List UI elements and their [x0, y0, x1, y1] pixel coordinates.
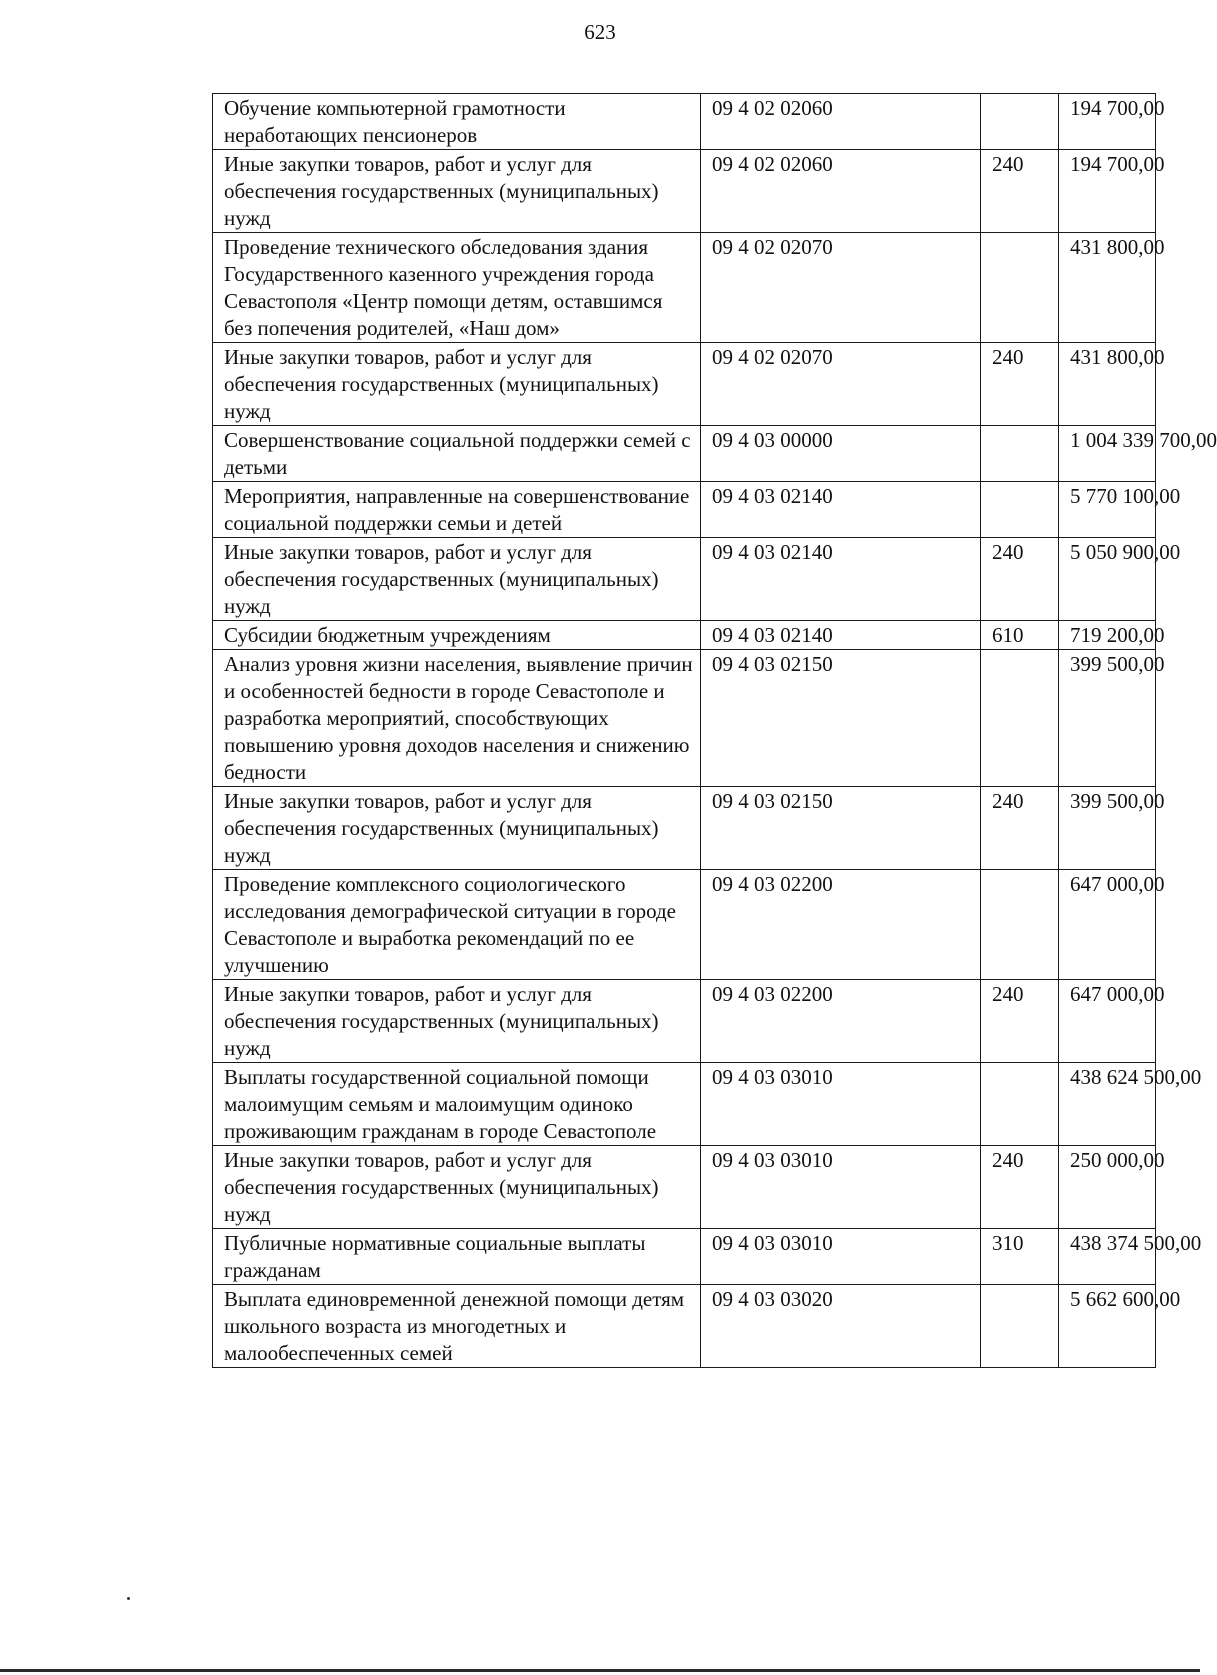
row-code-cell: 09 4 03 02140	[701, 621, 981, 650]
row-type-cell	[981, 482, 1059, 538]
row-name-cell: Иные закупки товаров, работ и услуг для обеспечения государственных (муниципальных) нужд	[213, 787, 701, 870]
row-name-cell: Субсидии бюджетным учреждениям	[213, 621, 701, 650]
row-amount-cell: 438 374 500,00	[1059, 1229, 1156, 1285]
table-row	[213, 150, 1156, 233]
table-row	[213, 482, 1156, 538]
row-code-cell: 09 4 02 02070	[701, 233, 981, 343]
row-type-cell	[981, 1063, 1059, 1146]
table-row	[213, 1229, 1156, 1285]
row-code-cell: 09 4 03 02140	[701, 538, 981, 621]
row-code-cell: 09 4 03 03010	[701, 1146, 981, 1229]
row-amount-cell: 1 004 339 700,00	[1059, 426, 1156, 482]
row-name-cell: Мероприятия, направленные на совершенствование социальной поддержки семьи и детей	[213, 482, 701, 538]
budget-table-body	[213, 94, 1217, 1368]
row-amount-cell: 431 800,00	[1059, 233, 1156, 343]
row-name-cell: Совершенствование социальной поддержки семей с детьми	[213, 426, 701, 482]
row-name-cell: Проведение комплексного социологического исследования демографической ситуации в городе Севастополе и выработка рекомендаций по ее улучшению	[213, 870, 701, 980]
row-type-cell	[981, 94, 1059, 150]
table-row	[213, 233, 1156, 343]
row-name-cell: Анализ уровня жизни населения, выявление причин и особенностей бедности в городе Севастополе и разработка мероприятий, способствующих повышению уровня доходов населения и снижению бедности	[213, 650, 701, 787]
table-row	[213, 787, 1156, 870]
row-type-cell: 240	[981, 980, 1059, 1063]
row-code-cell: 09 4 03 02150	[701, 787, 981, 870]
row-amount-cell: 647 000,00	[1059, 870, 1156, 980]
row-amount-cell: 194 700,00	[1059, 150, 1156, 233]
row-amount-cell: 647 000,00	[1059, 980, 1156, 1063]
row-code-cell: 09 4 03 02200	[701, 870, 981, 980]
table-row	[213, 538, 1156, 621]
table-row	[213, 343, 1156, 426]
row-code-cell: 09 4 02 02060	[701, 94, 981, 150]
row-code-cell: 09 4 03 03020	[701, 1285, 981, 1368]
table-row	[213, 980, 1156, 1063]
row-name-cell: Иные закупки товаров, работ и услуг для обеспечения государственных (муниципальных) нужд	[213, 538, 701, 621]
row-code-cell: 09 4 03 03010	[701, 1063, 981, 1146]
row-type-cell: 240	[981, 787, 1059, 870]
row-amount-cell: 438 624 500,00	[1059, 1063, 1156, 1146]
row-amount-cell: 194 700,00	[1059, 94, 1156, 150]
row-name-cell: Иные закупки товаров, работ и услуг для обеспечения государственных (муниципальных) нужд	[213, 980, 701, 1063]
row-amount-cell: 431 800,00	[1059, 343, 1156, 426]
row-type-cell: 240	[981, 538, 1059, 621]
scan-bottom-edge	[0, 1669, 1200, 1672]
table-row	[213, 94, 1156, 150]
table-row	[213, 870, 1156, 980]
row-name-cell: Обучение компьютерной грамотности неработающих пенсионеров	[213, 94, 701, 150]
row-name-cell: Публичные нормативные социальные выплаты гражданам	[213, 1229, 701, 1285]
row-type-cell	[981, 1285, 1059, 1368]
row-code-cell: 09 4 03 02150	[701, 650, 981, 787]
row-type-cell: 610	[981, 621, 1059, 650]
row-code-cell: 09 4 03 02140	[701, 482, 981, 538]
row-type-cell	[981, 650, 1059, 787]
row-amount-cell: 399 500,00	[1059, 787, 1156, 870]
table-row	[213, 1063, 1156, 1146]
row-type-cell	[981, 870, 1059, 980]
table-row	[213, 426, 1156, 482]
row-code-cell: 09 4 03 02200	[701, 980, 981, 1063]
scan-speck	[127, 1597, 130, 1600]
row-name-cell: Иные закупки товаров, работ и услуг для обеспечения государственных (муниципальных) нужд	[213, 150, 701, 233]
row-type-cell	[981, 426, 1059, 482]
row-name-cell: Иные закупки товаров, работ и услуг для обеспечения государственных (муниципальных) нужд	[213, 343, 701, 426]
row-name-cell: Выплата единовременной денежной помощи детям школьного возраста из многодетных и малообеспеченных семей	[213, 1285, 701, 1368]
budget-table	[212, 93, 1217, 1368]
row-amount-cell: 5 050 900,00	[1059, 538, 1156, 621]
row-type-cell	[981, 233, 1059, 343]
row-name-cell: Проведение технического обследования здания Государственного казенного учреждения города Севастополя «Центр помощи детям, оставшимся без попечения родителей, «Наш дом»	[213, 233, 701, 343]
table-row	[213, 1146, 1156, 1229]
table-row	[213, 650, 1156, 787]
row-amount-cell: 399 500,00	[1059, 650, 1156, 787]
row-amount-cell: 250 000,00	[1059, 1146, 1156, 1229]
row-code-cell: 09 4 02 02070	[701, 343, 981, 426]
page-number: 623	[584, 20, 616, 44]
row-code-cell: 09 4 03 03010	[701, 1229, 981, 1285]
row-type-cell: 240	[981, 1146, 1059, 1229]
row-code-cell: 09 4 02 02060	[701, 150, 981, 233]
row-type-cell: 310	[981, 1229, 1059, 1285]
row-amount-cell: 5 770 100,00	[1059, 482, 1156, 538]
row-type-cell: 240	[981, 343, 1059, 426]
row-amount-cell: 719 200,00	[1059, 621, 1156, 650]
row-name-cell: Выплаты государственной социальной помощи малоимущим семьям и малоимущим одиноко проживающим гражданам в городе Севастополе	[213, 1063, 701, 1146]
table-row	[213, 1285, 1156, 1368]
row-amount-cell: 5 662 600,00	[1059, 1285, 1156, 1368]
row-type-cell: 240	[981, 150, 1059, 233]
row-name-cell: Иные закупки товаров, работ и услуг для обеспечения государственных (муниципальных) нужд	[213, 1146, 701, 1229]
table-row	[213, 621, 1156, 650]
row-code-cell: 09 4 03 00000	[701, 426, 981, 482]
